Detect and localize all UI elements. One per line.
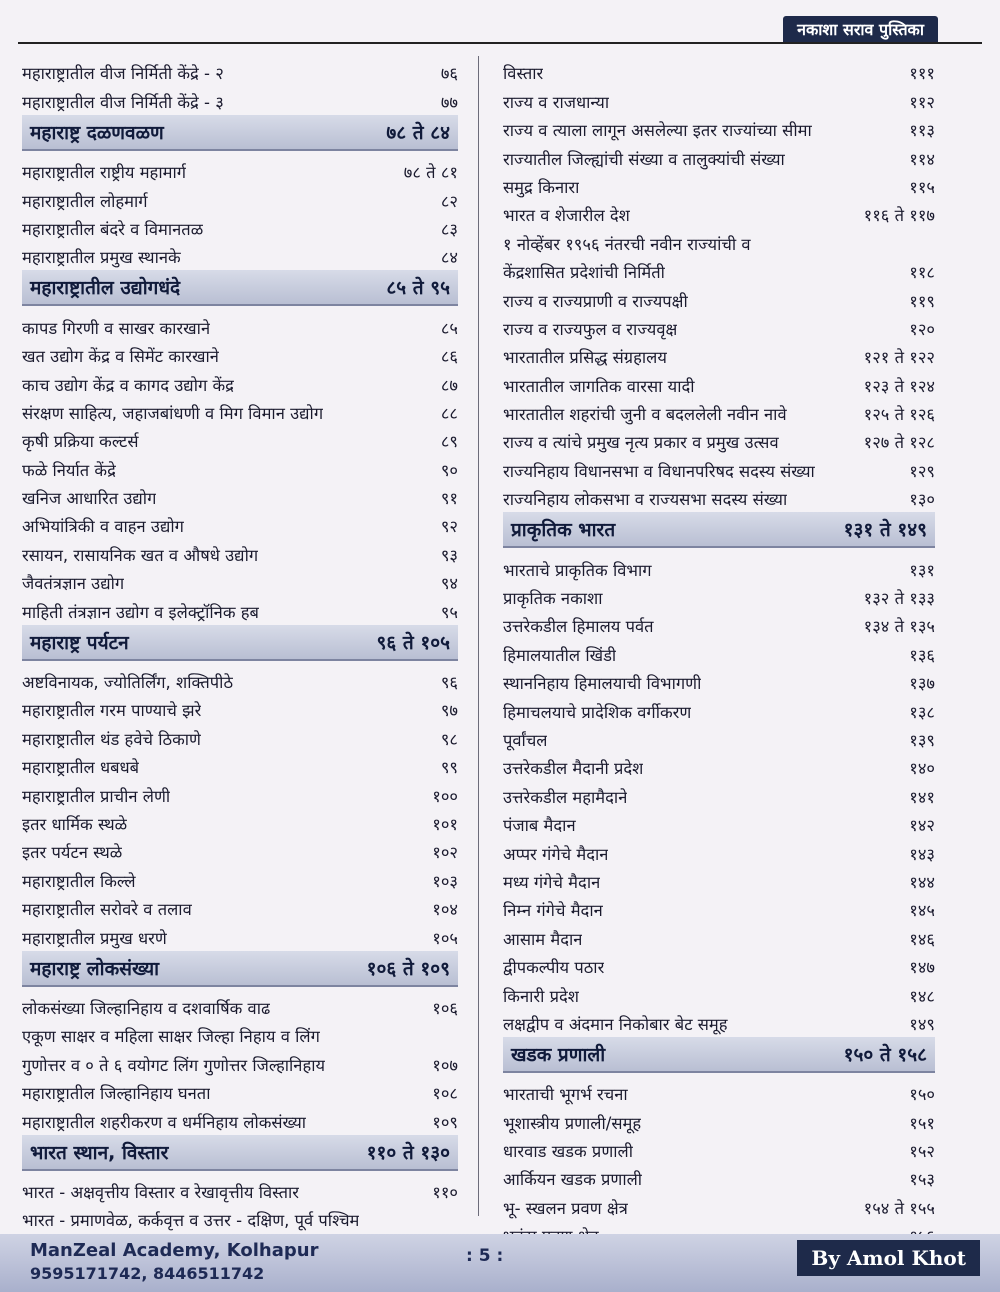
toc-entry [503,368,935,396]
toc-entry-text: भू- स्खलन प्रवण क्षेत्र [503,1198,628,1218]
toc-entry [503,609,935,637]
toc-entry [503,836,935,864]
toc-entry-page: ८७ [440,375,458,395]
toc-entry-text: भारत व शेजारील देश [503,206,630,226]
toc-entry-page: ९८ [440,729,458,749]
toc-entry [22,778,458,806]
toc-entry-page: ८८ [440,403,458,423]
section-range: १५० ते १५८ [843,1043,927,1066]
toc-entry-page: १५४ ते १५५ [863,1198,935,1218]
toc-entry-text: महाराष्ट्रातील वीज निर्मिती केंद्रे - २ [22,64,224,84]
toc-entry-page: ८९ [440,432,458,452]
toc-entry [22,240,458,268]
toc-entry [503,751,935,779]
toc-entry-page: ११६ ते ११७ [863,206,935,226]
toc-entry-page: ९० [440,460,458,480]
toc-entry [503,694,935,722]
toc-entry-page: १३६ [909,645,935,665]
toc-entry-page: १२७ ते १२८ [863,433,935,453]
author-name: By Amol Khot [811,1246,966,1270]
toc-entry-page: ९७ [440,701,458,721]
toc-entry-page: ११९ [909,291,935,311]
toc-entry-page: १०९ [432,1112,458,1132]
toc-entry [503,666,935,694]
toc-entry-page: ९२ [440,517,458,537]
toc-entry-page: ९३ [440,545,458,565]
toc-entry [22,594,458,622]
toc-entry-text: महाराष्ट्रातील वीज निर्मिती केंद्रे - ३ [22,92,224,112]
toc-entry-text: महाराष्ट्रातील प्रमुख धरणे [22,928,167,948]
toc-entry-text: उत्तरेकडील महामैदाने [503,787,628,807]
toc-entry-line [22,1019,458,1047]
toc-entry-page: १०४ [432,900,458,920]
toc-entry-text: महाराष्ट्रातील थंड हवेचे ठिकाणे [22,729,201,749]
toc-entry-text: भारतातील जागतिक वारसा यादी [503,376,695,396]
section-title: महाराष्ट्रातील उद्योगधंदे [30,277,181,300]
toc-entry-page: ९६ [440,673,458,693]
toc-entry-text: आसाम मैदान [503,929,583,949]
left-column [22,56,458,1231]
toc-entry-page: १३० [909,490,935,510]
toc-entry-text: खत उद्योग केंद्र व सिमेंट कारखाने [22,347,219,367]
author-badge [797,1240,980,1276]
toc-entry [22,183,458,211]
toc-entry-page: १३१ [909,560,935,580]
toc-entry-page: १४५ [909,901,935,921]
toc-entry-page: ८२ [440,191,458,211]
toc-entry [503,113,935,141]
toc-entry-text: अभियांत्रिकी व वाहन उद्योग [22,517,184,537]
section-header [22,625,458,661]
toc-entry-text: धारवाड खडक प्रणाली [503,1142,633,1162]
toc-entry [22,56,458,84]
toc-entry-page: १३२ ते १३३ [863,589,935,609]
section-range: १०६ ते १०९ [366,957,450,980]
toc-entry-text: राज्यनिहाय विधानसभा व विधानपरिषद सदस्य संख्या [503,461,815,481]
toc-entry [22,835,458,863]
toc-entry [503,637,935,665]
toc-entry [503,893,935,921]
toc-entry-text: केंद्रशासित प्रदेशांची निर्मिती [503,263,665,283]
toc-entry [22,339,458,367]
section-header [22,270,458,306]
toc-entry [503,141,935,169]
toc-entry [22,665,458,693]
section-range: १३१ ते १४९ [843,519,927,542]
toc-entry-page: १३७ [909,674,935,694]
toc-entry [22,310,458,338]
toc-entry [503,198,935,226]
toc-entry [22,84,458,112]
toc-entry-page: ८४ [440,248,458,268]
toc-entry-page: ९५ [440,602,458,622]
toc-entry [503,552,935,580]
toc-entry-text: राज्य व राज्यफुल व राज्यवृक्ष [503,319,678,339]
toc-entry-page: १४१ [909,787,935,807]
toc-entry [22,481,458,509]
section-range: ८५ ते ९५ [386,277,450,300]
phone-numbers: 9595171742, 8446511742 [30,1264,265,1283]
section-title: महाराष्ट्र पर्यटन [30,631,129,654]
toc-entry-page: १०१ [432,814,458,834]
toc-entry-page: ९४ [440,574,458,594]
toc-entry [22,212,458,240]
toc-entry [503,482,935,510]
section-range: ७८ ते ८४ [386,121,450,144]
section-header [22,1135,458,1171]
toc-entry-text: समुद्र किनारा [503,177,580,197]
page-number: : 5 : [466,1246,504,1266]
toc-entry-text: उत्तरेकडील हिमालय पर्वत [503,617,654,637]
section-header [503,512,935,548]
toc-entry-text: विस्तार [503,64,544,84]
toc-entry [503,84,935,112]
toc-entry [503,397,935,425]
toc-entry-text: कृषी प्रक्रिया कल्टर्स [22,432,139,452]
toc-entry-text: राज्य व त्यांचे प्रमुख नृत्य प्रकार व प्रमुख उत्सव [503,433,779,453]
toc-entry-text: महाराष्ट्रातील गरम पाण्याचे झरे [22,701,202,721]
toc-entry [22,920,458,948]
toc-entry-text: १ नोव्हेंबर १९५६ नंतरची नवीन राज्यांची व [503,234,751,254]
toc-entry-text: भारत - अक्षवृत्तीय विस्तार व रेखावृत्तीय विस्तार [22,1182,300,1202]
toc-entry-text: महाराष्ट्रातील लोहमार्ग [22,191,148,211]
toc-entry-text: जैवतंत्रज्ञान उद्योग [22,574,125,594]
toc-entry-text: भारतातील प्रसिद्ध संग्रहालय [503,348,667,368]
toc-entry-page: १४४ [909,872,935,892]
toc-entry [503,1190,935,1218]
toc-entry-page: १०३ [432,871,458,891]
toc-entry-page: १०० [432,786,458,806]
toc-entry-text: रसायन, रासायनिक खत व औषधे उद्योग [22,545,259,565]
section-header [22,115,458,151]
toc-entry [22,452,458,480]
toc-entry-text: भूशास्त्रीय प्रणाली/समूह [503,1113,642,1133]
toc-entry-text: राज्यातील जिल्ह्यांची संख्या व तालुक्यांची संख्या [503,149,785,169]
academy-name: ManZeal Academy, Kolhapur [30,1240,319,1261]
toc-entry-page: १४२ [909,816,935,836]
toc-entry-text: राज्य व राज्यप्राणी व राज्यपक्षी [503,291,688,311]
toc-entry [503,170,935,198]
toc-entry-page: ११८ [909,263,935,283]
toc-entry-page: ८५ [440,318,458,338]
toc-entry-text: महाराष्ट्रातील प्राचीन लेणी [22,786,171,806]
toc-entry-text: खनिज आधारित उद्योग [22,489,157,509]
toc-entry [503,865,935,893]
toc-entry-text: संरक्षण साहित्य, जहाजबांधणी व मिग विमान उद्योग [22,403,324,423]
toc-entry-text: पंजाब मैदान [503,816,576,836]
toc-entry-text: फळे निर्यात केंद्रे [22,460,116,480]
toc-entry [22,396,458,424]
toc-entry [22,537,458,565]
section-title: प्राकृतिक भारत [511,519,616,542]
toc-entry [503,56,935,84]
toc-entry-page: १४६ [909,929,935,949]
toc-entry-page: ७६ [440,64,458,84]
toc-entry [503,226,935,283]
toc-entry-text: इतर धार्मिक स्थळे [22,814,128,834]
toc-entry-text: उत्तरेकडील मैदानी प्रदेश [503,759,644,779]
toc-entry-text: महाराष्ट्रातील जिल्हानिहाय घनता [22,1084,211,1104]
section-title: भारत स्थान, विस्तार [30,1141,169,1164]
toc-entry-text: स्थाननिहाय हिमालयाची विभागणी [503,674,702,694]
toc-entry-page: १०८ [432,1084,458,1104]
toc-entry [503,425,935,453]
toc-entry [503,808,935,836]
toc-entry [503,340,935,368]
toc-entry-text: प्राकृतिक नकाशा [503,589,603,609]
toc-entry-page: ११२ [909,92,935,112]
toc-entry-text: भारताचे प्राकृतिक विभाग [503,560,652,580]
toc-entry [22,750,458,778]
toc-entry-page: १५२ [909,1142,935,1162]
toc-entry [22,155,458,183]
toc-entry-text: राज्यनिहाय लोकसभा व राज्यसभा सदस्य संख्या [503,490,788,510]
toc-entry-text: आर्कियन खडक प्रणाली [503,1170,643,1190]
section-header [503,1037,935,1073]
right-column [503,56,935,1247]
toc-entry [503,978,935,1006]
toc-entry-text: भारत - प्रमाणवेळ, कर्कवृत्त व उत्तर - दक्षिण, पूर्व पश्चिम [22,1211,360,1231]
toc-entry-page: १३९ [909,730,935,750]
toc-entry [22,424,458,452]
toc-entry-page: १५३ [909,1170,935,1190]
toc-entry-page: ८६ [440,347,458,367]
header-rule [18,42,982,44]
toc-entry-page: १२० [909,319,935,339]
toc-entry [22,991,458,1019]
toc-entry-text: भारताची भूगर्भ रचना [503,1085,628,1105]
toc-entry [503,283,935,311]
toc-entry-line [503,226,935,254]
toc-entry-page: १०७ [432,1055,458,1075]
toc-entry-text: हिमालयातील खिंडी [503,645,617,665]
toc-entry-text: कापड गिरणी व साखर कारखाने [22,318,211,338]
toc-entry-text: महाराष्ट्रातील प्रमुख स्थानके [22,248,181,268]
section-title: महाराष्ट्र लोकसंख्या [30,957,160,980]
toc-entry-text: लोकसंख्या जिल्हानिहाय व दशवार्षिक वाढ [22,998,271,1018]
toc-entry-page: ७८ ते ८१ [403,163,458,183]
toc-entry [503,1105,935,1133]
toc-entry [503,1077,935,1105]
column-divider [478,56,479,1216]
toc-entry [22,1203,458,1231]
toc-entry-page: १०५ [432,928,458,948]
toc-entry [22,807,458,835]
toc-entry-page: ८३ [440,219,458,239]
toc-entry-page: ११० [432,1182,458,1202]
toc-entry [503,1007,935,1035]
toc-entry [22,509,458,537]
toc-entry [503,779,935,807]
section-range: ११० ते १३० [366,1141,450,1164]
toc-entry-page: १४९ [909,1014,935,1034]
toc-entry-page: ११३ [909,121,935,141]
toc-entry [22,1104,458,1132]
toc-entry-text: गुणोत्तर व ० ते ६ वयोगट लिंग गुणोत्तर जिल्हानिहाय [22,1055,326,1075]
toc-entry-text: अप्पर गंगेचे मैदान [503,844,609,864]
toc-entry-text: एकूण साक्षर व महिला साक्षर जिल्हा निहाय व लिंग [22,1027,320,1047]
toc-entry-page: १४८ [909,986,935,1006]
toc-entry-text: अष्टविनायक, ज्योतिर्लिंग, शक्तिपीठे [22,673,234,693]
toc-entry [22,1076,458,1104]
toc-entry-text: माहिती तंत्रज्ञान उद्योग व इलेक्ट्रॉनिक हब [22,602,259,622]
toc-entry-text: द्वीपकल्पीय पठार [503,958,605,978]
toc-entry-text: महाराष्ट्रातील धबधबे [22,758,140,778]
toc-entry-text: मध्य गंगेचे मैदान [503,872,601,892]
toc-entry-text: हिमाचलयाचे प्रादेशिक वर्गीकरण [503,702,692,722]
toc-entry-text: इतर पर्यटन स्थळे [22,843,123,863]
toc-entry [22,693,458,721]
toc-entry-page: ९९ [440,758,458,778]
toc-entry-page: १५१ [909,1113,935,1133]
toc-entry-page: १२१ ते १२२ [863,348,935,368]
toc-entry-page: ७७ [440,92,458,112]
toc-entry-page: १३४ ते १३५ [863,617,935,637]
toc-entry-page: १३८ [909,702,935,722]
toc-entry [503,1162,935,1190]
toc-entry-page: १४७ [909,958,935,978]
toc-entry [503,312,935,340]
toc-entry [22,892,458,920]
toc-entry-page: ९१ [440,489,458,509]
toc-entry-text: निम्न गंगेचे मैदान [503,901,603,921]
section-title: खडक प्रणाली [511,1043,606,1066]
toc-entry-page: १११ [909,64,935,84]
toc-entry-page: १२३ ते १२४ [863,376,935,396]
toc-entry [503,1134,935,1162]
toc-entry-text: राज्य व त्याला लागून असलेल्या इतर राज्यांच्या सीमा [503,121,812,141]
toc-entry-text: महाराष्ट्रातील बंदरे व विमानतळ [22,219,204,239]
toc-entry [22,367,458,395]
toc-entry-text: काच उद्योग केंद्र व कागद उद्योग केंद्र [22,375,234,395]
toc-entry-page: १४० [909,759,935,779]
toc-entry-page: १५० [909,1085,935,1105]
toc-entry-text: महाराष्ट्रातील किल्ले [22,871,136,891]
toc-entry-page: १२९ [909,461,935,481]
toc-entry-text: राज्य व राजधान्या [503,92,610,112]
book-title: नकाशा सराव पुस्तिका [797,20,924,39]
toc-entry-text: महाराष्ट्रातील सरोवरे व तलाव [22,900,192,920]
toc-entry-text: लक्षद्वीप व अंदमान निकोबार बेट समूह [503,1014,728,1034]
toc-entry-page: ११५ [909,177,935,197]
toc-entry [503,581,935,609]
toc-entry-text: पूर्वांचल [503,730,548,750]
footer [0,1234,1000,1292]
toc-entry [22,1019,458,1076]
book-title-tab [783,16,938,42]
toc-entry-text: महाराष्ट्रातील राष्ट्रीय महामार्ग [22,163,187,183]
toc-entry-page: १२५ ते १२६ [863,405,935,425]
toc-entry-text: महाराष्ट्रातील शहरीकरण व धर्मनिहाय लोकसंख्या [22,1112,307,1132]
toc-entry-page: १०६ [432,998,458,1018]
toc-entry-line [503,255,935,283]
toc-entry-text: भारतातील शहरांची जुनी व बदललेली नवीन नावे [503,405,787,425]
section-header [22,951,458,987]
toc-entry-page: ११४ [909,149,935,169]
toc-entry-line [22,1047,458,1075]
toc-entry-page: १०२ [432,843,458,863]
toc-entry [503,723,935,751]
toc-entry [503,921,935,949]
toc-entry [503,950,935,978]
toc-entry [503,453,935,481]
toc-entry-page: १४३ [909,844,935,864]
toc-entry-text: किनारी प्रदेश [503,986,580,1006]
toc-entry [22,1175,458,1203]
section-range: ९६ ते १०५ [376,631,450,654]
section-title: महाराष्ट्र दळणवळण [30,121,164,144]
toc-entry [22,863,458,891]
toc-entry [22,566,458,594]
toc-entry [22,721,458,749]
